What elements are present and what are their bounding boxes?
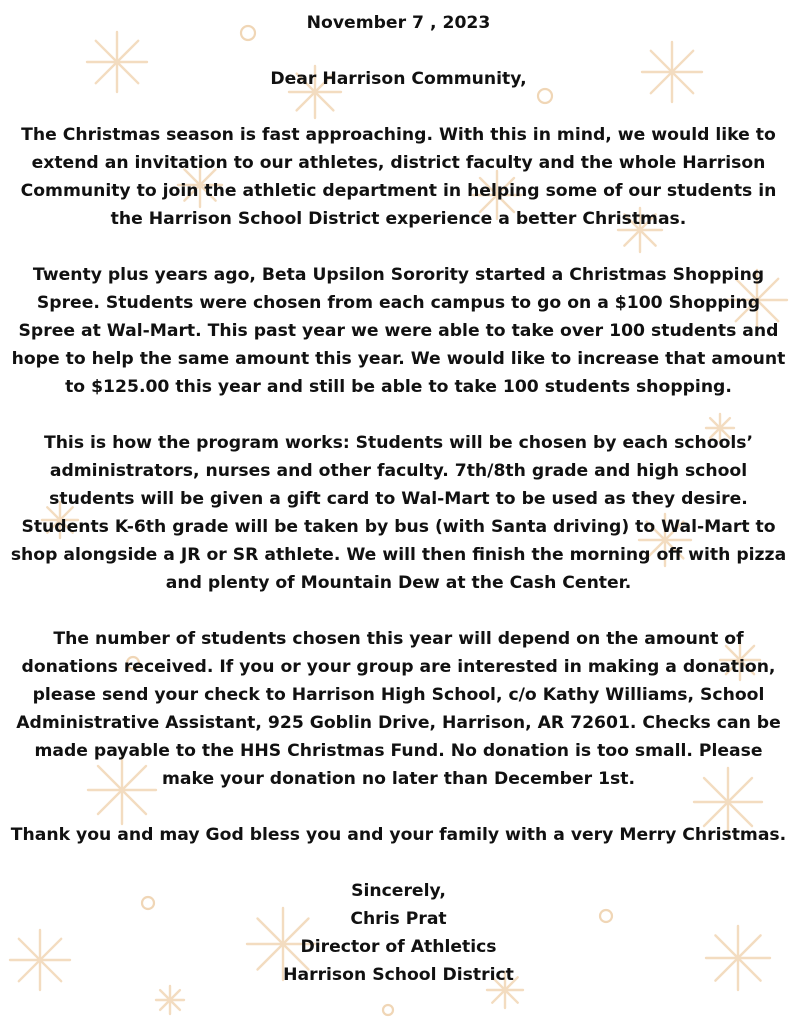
signature-closing: Sincerely, bbox=[351, 881, 446, 901]
paragraph-line: hope to help the same amount this year. We would like to increase that amount bbox=[11, 349, 786, 369]
ring-decor-icon bbox=[383, 1005, 393, 1015]
paragraph-line: the Harrison School District experience a better Christmas. bbox=[110, 209, 687, 229]
paragraph-line: Students K-6th grade will be taken by bus (with Santa driving) to Wal-Mart to bbox=[21, 517, 776, 537]
paragraph-line: donations received. If you or your group are interested in making a donation, bbox=[21, 657, 776, 677]
paragraph-intro bbox=[0, 121, 797, 233]
paragraph-line: to $125.00 this year and still be able to take 100 students shopping. bbox=[65, 377, 732, 397]
paragraph-line: extend an invitation to our athletes, district faculty and the whole Harrison bbox=[31, 153, 766, 173]
signature-block bbox=[0, 877, 797, 989]
paragraph-line: administrators, nurses and other faculty. 7th/8th grade and high school bbox=[49, 461, 748, 481]
paragraph-line: The number of students chosen this year will depend on the amount of bbox=[53, 629, 744, 649]
paragraph-line: Spree. Students were chosen from each campus to go on a $100 Shopping bbox=[36, 293, 761, 313]
paragraph-line: Spree at Wal-Mart. This past year we were able to take over 100 students and bbox=[18, 321, 779, 341]
thank-you-line: Thank you and may God bless you and your family with a very Merry Christmas. bbox=[10, 825, 787, 845]
paragraph-program bbox=[0, 429, 797, 597]
letter-date: November 7 , 2023 bbox=[306, 13, 491, 33]
letter-body bbox=[0, 9, 797, 989]
paragraph-line: students will be given a gift card to Wal-Mart to be used as they desire. bbox=[49, 489, 748, 509]
paragraph-line: Twenty plus years ago, Beta Upsilon Sorority started a Christmas Shopping bbox=[32, 265, 765, 285]
paragraph-line: Community to join the athletic department in helping some of our students in bbox=[20, 181, 777, 201]
paragraph-history bbox=[0, 261, 797, 401]
paragraph-donations bbox=[0, 625, 797, 793]
snowflake-icon bbox=[156, 986, 184, 1014]
paragraph-line: please send your check to Harrison High School, c/o Kathy Williams, School bbox=[32, 685, 765, 705]
paragraph-line: shop alongside a JR or SR athlete. We will then finish the morning off with pizza bbox=[10, 545, 787, 565]
paragraph-line: This is how the program works: Students will be chosen by each schools’ bbox=[43, 433, 754, 453]
paragraph-line: made payable to the HHS Christmas Fund. No donation is too small. Please bbox=[34, 741, 763, 761]
letter-greeting: Dear Harrison Community, bbox=[270, 69, 527, 89]
paragraph-line: The Christmas season is fast approaching. With this in mind, we would like to bbox=[21, 125, 776, 145]
paragraph-line: and plenty of Mountain Dew at the Cash Center. bbox=[165, 573, 632, 593]
signature-organization: Harrison School District bbox=[283, 965, 514, 985]
signature-name: Chris Prat bbox=[350, 909, 447, 929]
paragraph-line: make your donation no later than December 1st. bbox=[161, 769, 636, 789]
signature-title: Director of Athletics bbox=[300, 937, 497, 957]
paragraph-line: Administrative Assistant, 925 Goblin Drive, Harrison, AR 72601. Checks can be bbox=[16, 713, 781, 733]
